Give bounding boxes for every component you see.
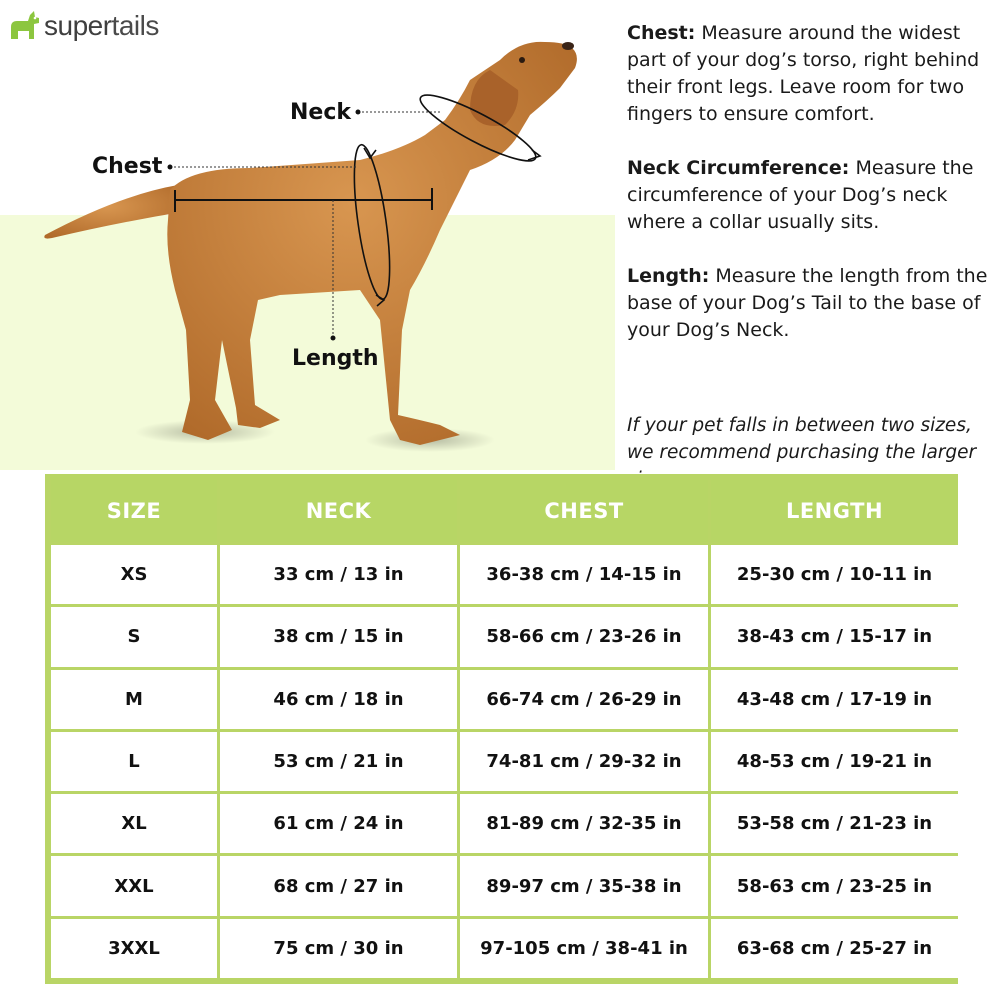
length-cell: 53-58 cm / 21-23 in [711, 794, 958, 853]
neck-cell: 46 cm / 18 in [220, 670, 457, 729]
dog-measurement-diagram [0, 0, 615, 470]
chest-cell: 81-89 cm / 32-35 in [460, 794, 708, 853]
length-cell: 63-68 cm / 25-27 in [711, 919, 958, 978]
length-cell: 58-63 cm / 23-25 in [711, 856, 958, 915]
neck-label: Neck [290, 100, 352, 125]
neck-cell: 68 cm / 27 in [220, 856, 457, 915]
measurement-instructions [627, 20, 992, 371]
chest-instruction: Chest: Measure around the widest part of your dog’s torso, right behind their front legs. Leave room for two fingers to ensure comfort. [627, 22, 980, 125]
chest-cell: 36-38 cm / 14-15 in [460, 545, 708, 604]
table-row [51, 607, 958, 666]
length-cell: 25-30 cm / 10-11 in [711, 545, 958, 604]
header-neck: NECK [220, 480, 457, 542]
length-cell: 48-53 cm / 19-21 in [711, 732, 958, 791]
length-label: Length [292, 346, 379, 371]
size-cell: XS [51, 545, 217, 604]
size-cell: M [51, 670, 217, 729]
neck-cell: 38 cm / 15 in [220, 607, 457, 666]
table-header-row [51, 480, 958, 542]
size-recommendation-note: If your pet falls in between two sizes, we recommend purchasing the larger [627, 415, 977, 463]
size-cell: XL [51, 794, 217, 853]
size-table [48, 477, 961, 981]
table-row [51, 794, 958, 853]
chest-cell: 66-74 cm / 26-29 in [460, 670, 708, 729]
table-row [51, 919, 958, 978]
header-length: LENGTH [711, 480, 958, 542]
neck-cell: 53 cm / 21 in [220, 732, 457, 791]
size-cell: 3XXL [51, 919, 217, 978]
table-row [51, 670, 958, 729]
size-cell: S [51, 607, 217, 666]
neck-cell: 33 cm / 13 in [220, 545, 457, 604]
neck-cell: 75 cm / 30 in [220, 919, 457, 978]
length-cell: 43-48 cm / 17-19 in [711, 670, 958, 729]
size-cell: XXL [51, 856, 217, 915]
length-instruction: Length: Measure the length from the base of your Dog’s Tail to the base of your Dog’s Neck. [627, 265, 988, 341]
header-chest: CHEST [460, 480, 708, 542]
chest-label: Chest [92, 154, 163, 179]
size-cell: L [51, 732, 217, 791]
header-size: SIZE [51, 480, 217, 542]
table-row [51, 545, 958, 604]
length-cell: 38-43 cm / 15-17 in [711, 607, 958, 666]
chest-cell: 97-105 cm / 38-41 in [460, 919, 708, 978]
table-row [51, 856, 958, 915]
chest-cell: 74-81 cm / 29-32 in [460, 732, 708, 791]
table-row [51, 732, 958, 791]
chest-cell: 58-66 cm / 23-26 in [460, 607, 708, 666]
neck-instruction: Neck Circumference: Measure the circumference of your Dog’s neck where a collar usually sits. [627, 157, 974, 233]
size-chart [45, 474, 958, 984]
brand-name: supertails [44, 10, 159, 41]
chest-cell: 89-97 cm / 35-38 in [460, 856, 708, 915]
neck-cell: 61 cm / 24 in [220, 794, 457, 853]
